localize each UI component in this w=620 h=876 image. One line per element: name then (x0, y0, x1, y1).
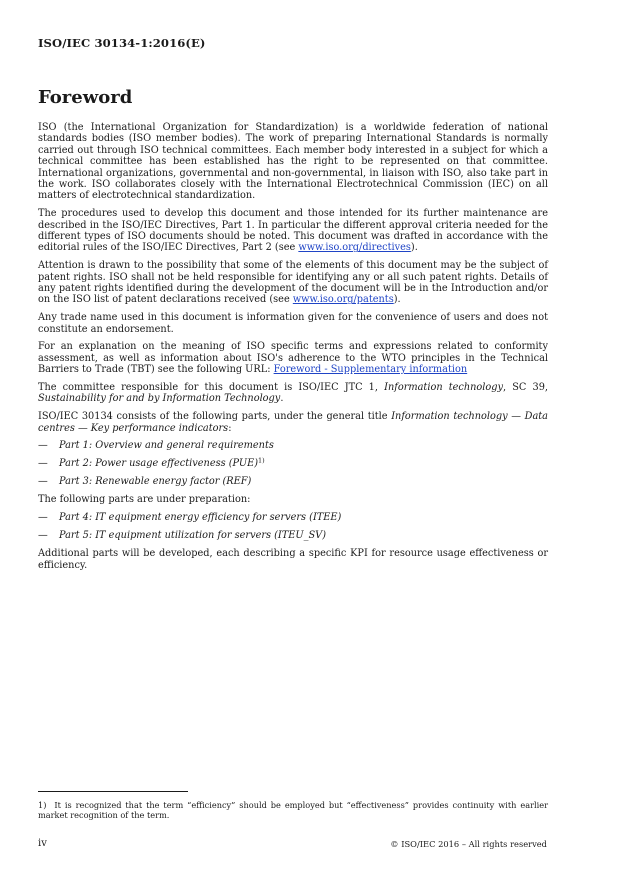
paragraph-text: ISO/IEC 30134 consists of the following parts, under the general title (38, 411, 392, 423)
list-item (38, 512, 548, 523)
supplementary-info-link[interactable]: Foreword - Supplementary information (273, 364, 468, 376)
paragraph-procedures (38, 208, 548, 254)
list-dash: — (38, 512, 48, 524)
paragraph-patents (38, 260, 548, 306)
list-dash: — (38, 458, 48, 470)
copyright-notice: © ISO/IEC 2016 – All rights reserved (390, 839, 547, 849)
part-title: Part 2: Power usage effectiveness (PUE) (59, 458, 259, 470)
paragraph-text: For an explanation on the meaning of ISO specific terms and expressions related to conformity assessment, as well as information about ISO's adherence to the WTO principles in the Technical Barriers to Trade (TBT) see the following URL: (38, 341, 548, 376)
paragraph-text: : (228, 422, 232, 434)
subcommittee-title: Sustainability for and by Information Technology (38, 393, 281, 405)
part-title: Part 4: IT equipment energy efficiency for servers (ITEE) (59, 512, 342, 524)
general-title: Information technology — Data centres — Key performance indicators (38, 411, 548, 434)
list-item (38, 458, 548, 469)
directives-link[interactable]: www.iso.org/directives (298, 242, 411, 254)
paragraph-parts-intro (38, 411, 548, 434)
list-item (38, 440, 548, 451)
part-title: Part 3: Renewable energy factor (REF) (59, 476, 252, 488)
paragraph-text: ). (410, 242, 418, 254)
paragraph-conformity (38, 341, 548, 375)
footnote-reference[interactable]: 1) (258, 456, 265, 465)
part-title: Part 1: Overview and general requirements (59, 440, 274, 452)
paragraph-text: Attention is drawn to the possibility that some of the elements of this document may be the subject of patent rights. ISO shall not be held responsible for identifying any or all such patent rights. Details of any patent rights identified during the development of the document will be in the Introduction and/or on the ISO list of patent declarations received (see (38, 260, 548, 306)
patents-link[interactable]: www.iso.org/patents (292, 294, 394, 306)
paragraph-text: ). (393, 294, 401, 306)
list-item (38, 476, 548, 487)
paragraph-committee (38, 382, 548, 405)
page-title: Foreword (38, 87, 133, 108)
list-item (38, 530, 548, 541)
paragraph-text: , SC 39, (503, 382, 548, 394)
paragraph-text: The procedures used to develop this document and those intended for its further maintenance are described in the ISO/IEC Directives, Part 1. In particular the different approval criteria needed for the different types of ISO documents should be noted. This document was drafted in accordance with the editorial rules of the ISO/IEC Directives, Part 2 (see (38, 208, 548, 254)
paragraph-trade-name: Any trade name used in this document is information given for the convenience of users and does not constitute an endorsement. (38, 312, 548, 335)
page-number: iv (38, 838, 47, 849)
committee-title: Information technology (384, 382, 504, 394)
list-dash: — (38, 440, 48, 452)
foreword-body (38, 122, 548, 577)
paragraph-preparation: The following parts are under preparation: (38, 494, 251, 506)
footnote (38, 800, 548, 820)
footnote-text: It is recognized that the term “efficiency” should be employed but “effectiveness” provides continuity with earlier market recognition of the term. (38, 800, 548, 821)
paragraph-iso-intro: ISO (the International Organization for Standardization) is a worldwide federation of national standards bodies (ISO member bodies). The work of preparing International Standards is normally carried out through ISO technical committees. Each member body interested in a subject for which a technical committee has been established has the right to be represented on that committee. International organizations, governmental and non-governmental, in liaison with ISO, also take part in the work. ISO collaborates closely with the International Electrotechnical Commission (IEC) on all matters of electrotechnical standardization. (38, 122, 548, 202)
paragraph-text: The committee responsible for this document is ISO/IEC JTC 1, (38, 382, 385, 394)
paragraph-text: . (280, 393, 284, 405)
list-dash: — (38, 476, 48, 488)
footnote-number: 1) (38, 800, 47, 810)
document-identifier: ISO/IEC 30134-1:2016(E) (38, 36, 206, 50)
list-dash: — (38, 530, 48, 542)
footnote-divider (38, 791, 188, 792)
part-title: Part 5: IT equipment utilization for servers (ITEU_SV) (59, 530, 327, 542)
paragraph-additional-parts: Additional parts will be developed, each describing a specific KPI for resource usage effectiveness or efficiency. (38, 548, 548, 571)
